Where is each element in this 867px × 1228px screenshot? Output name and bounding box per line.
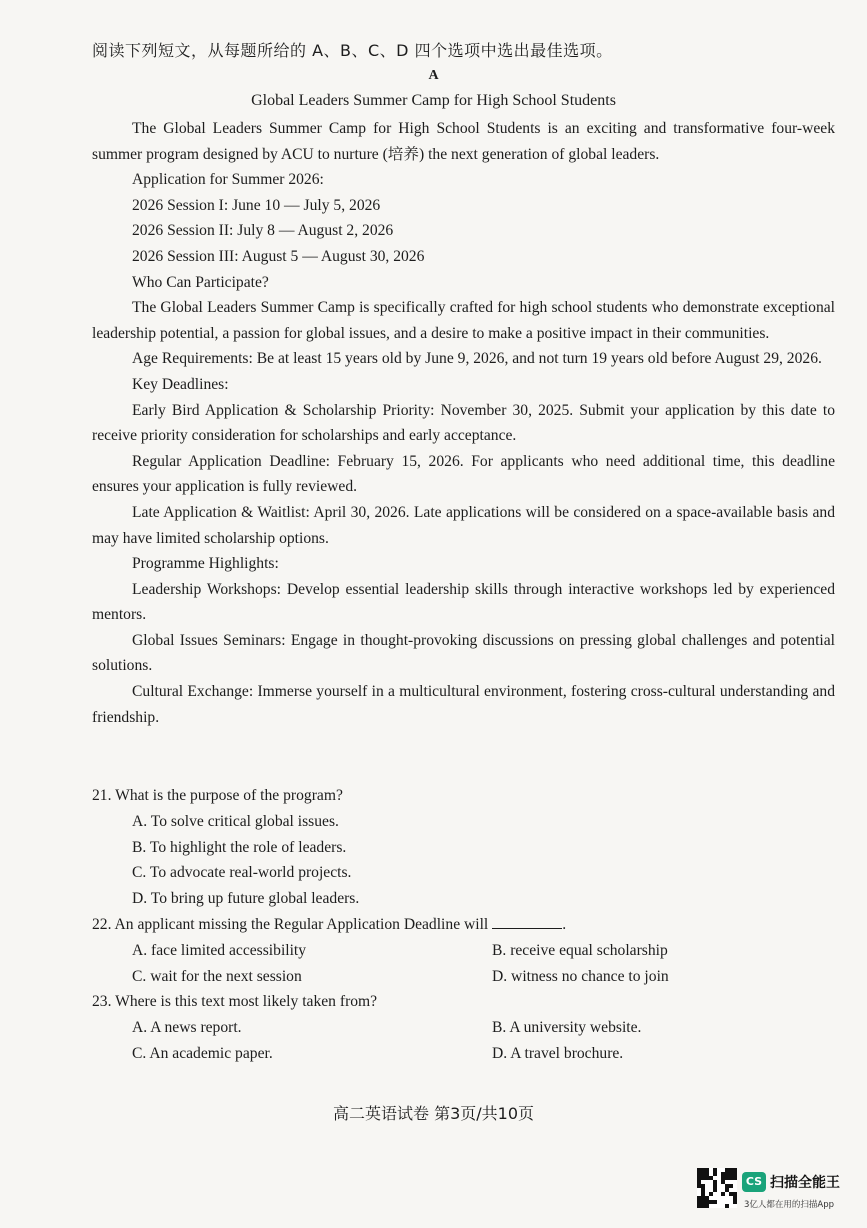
paragraph-participate: The Global Leaders Summer Camp is specifically crafted for high school students who demonstrate exceptional leadership potential, a passion for global issues, and a desire to make a positive impact in their communities.: [92, 299, 835, 342]
paragraph-application-heading: Application for Summer 2026:: [132, 171, 324, 189]
section-label: A: [428, 68, 439, 83]
qr-module: [733, 1176, 737, 1180]
question-22-option-d: D. witness no chance to join: [492, 967, 669, 985]
paragraph-session-1: 2026 Session I: June 10 — July 5, 2026: [132, 196, 381, 214]
question-22-stem-end: .: [562, 915, 567, 933]
paragraph-regular: Regular Application Deadline: February 15, 2026. For applicants who need additional time, this deadline ensures your application is fully reviewed.: [92, 452, 835, 496]
passage-title: Global Leaders Summer Camp for High School Students: [251, 92, 616, 109]
question-21-option-b: B. To highlight the role of leaders.: [132, 838, 347, 856]
question-22-option-b: B. receive equal scholarship: [492, 941, 668, 959]
question-21-option-c: C. To advocate real-world projects.: [132, 864, 352, 882]
question-23-option-a: A. A news report.: [132, 1019, 242, 1037]
qr-module: [713, 1200, 717, 1204]
paragraph-intro: The Global Leaders Summer Camp for High School Students is an exciting and transformative four-week summer program designed by ACU to nurture (培养) the next generation of global leaders.: [92, 120, 835, 163]
question-22-stem: 22. An applicant missing the Regular Application Deadline will: [92, 915, 489, 933]
question-23: 23. Where is this text most likely taken from?: [92, 993, 378, 1011]
passage-body: [92, 116, 835, 730]
reading-instruction: 阅读下列短文，从每题所给的 A、B、C、D 四个选项中选出最佳选项。: [92, 41, 613, 60]
question-23-option-d: D. A travel brochure.: [492, 1044, 624, 1062]
scanner-tagline: 3亿人都在用的扫描App: [744, 1200, 835, 1210]
paragraph-session-3: 2026 Session III: August 5 — August 30, 2026: [132, 247, 425, 265]
question-23-option-b: B. A university website.: [492, 1019, 642, 1037]
questions: [92, 783, 835, 1067]
qr-module: [721, 1192, 725, 1196]
paragraph-late: Late Application & Waitlist: April 30, 2026. Late applications will be considered on a space-available basis and may have limited scholarship options.: [92, 503, 835, 547]
paragraph-seminars: Global Issues Seminars: Engage in thought-provoking discussions on pressing global challenges and potential solutions.: [92, 631, 835, 675]
question-22-option-a: A. face limited accessibility: [132, 941, 307, 959]
answer-blank: [492, 916, 562, 929]
question-21: 21. What is the purpose of the program?: [92, 787, 343, 804]
paragraph-highlights-heading: Programme Highlights:: [132, 555, 279, 573]
question-21-option-d: D. To bring up future global leaders.: [132, 890, 360, 908]
page-footer: 高二英语试卷 第3页/共10页: [332, 1104, 535, 1123]
question-22-option-c: C. wait for the next session: [132, 967, 302, 985]
paragraph-participate-heading: Who Can Participate?: [132, 273, 269, 291]
paragraph-age: Age Requirements: Be at least 15 years old by June 9, 2026, and not turn 19 years old before August 29, 2026.: [132, 350, 822, 368]
question-23-options-row-1: [92, 1015, 835, 1041]
paragraph-deadlines-heading: Key Deadlines:: [132, 375, 229, 393]
camscanner-logo-icon: CS: [742, 1172, 766, 1192]
qr-module: [725, 1204, 729, 1208]
paragraph-cultural: Cultural Exchange: Immerse yourself in a multicultural environment, fostering cross-cultural understanding and friendship.: [92, 683, 835, 726]
paragraph-early-bird: Early Bird Application & Scholarship Priority: November 30, 2025. Submit your application by this date to receive priority consideration for scholarships and early acceptance.: [92, 401, 835, 445]
scanner-app-name: 扫描全能王: [770, 1175, 840, 1191]
qr-code-icon: [697, 1168, 737, 1208]
question-22: [92, 912, 835, 938]
qr-module: [713, 1172, 717, 1176]
qr-module: [705, 1204, 709, 1208]
paragraph-workshops: Leadership Workshops: Develop essential leadership skills through interactive workshops led by experienced mentors.: [92, 580, 835, 624]
question-22-options-row-1: [92, 938, 835, 964]
question-23-option-c: C. An academic paper.: [132, 1044, 273, 1062]
qr-module: [709, 1192, 713, 1196]
qr-module: [713, 1188, 717, 1192]
paragraph-session-2: 2026 Session II: July 8 — August 2, 2026: [132, 222, 394, 240]
qr-module: [729, 1184, 733, 1188]
question-21-option-a: A. To solve critical global issues.: [132, 812, 339, 830]
question-22-options-row-2: [92, 964, 835, 990]
qr-module: [733, 1200, 737, 1204]
question-23-options-row-2: [92, 1041, 835, 1067]
